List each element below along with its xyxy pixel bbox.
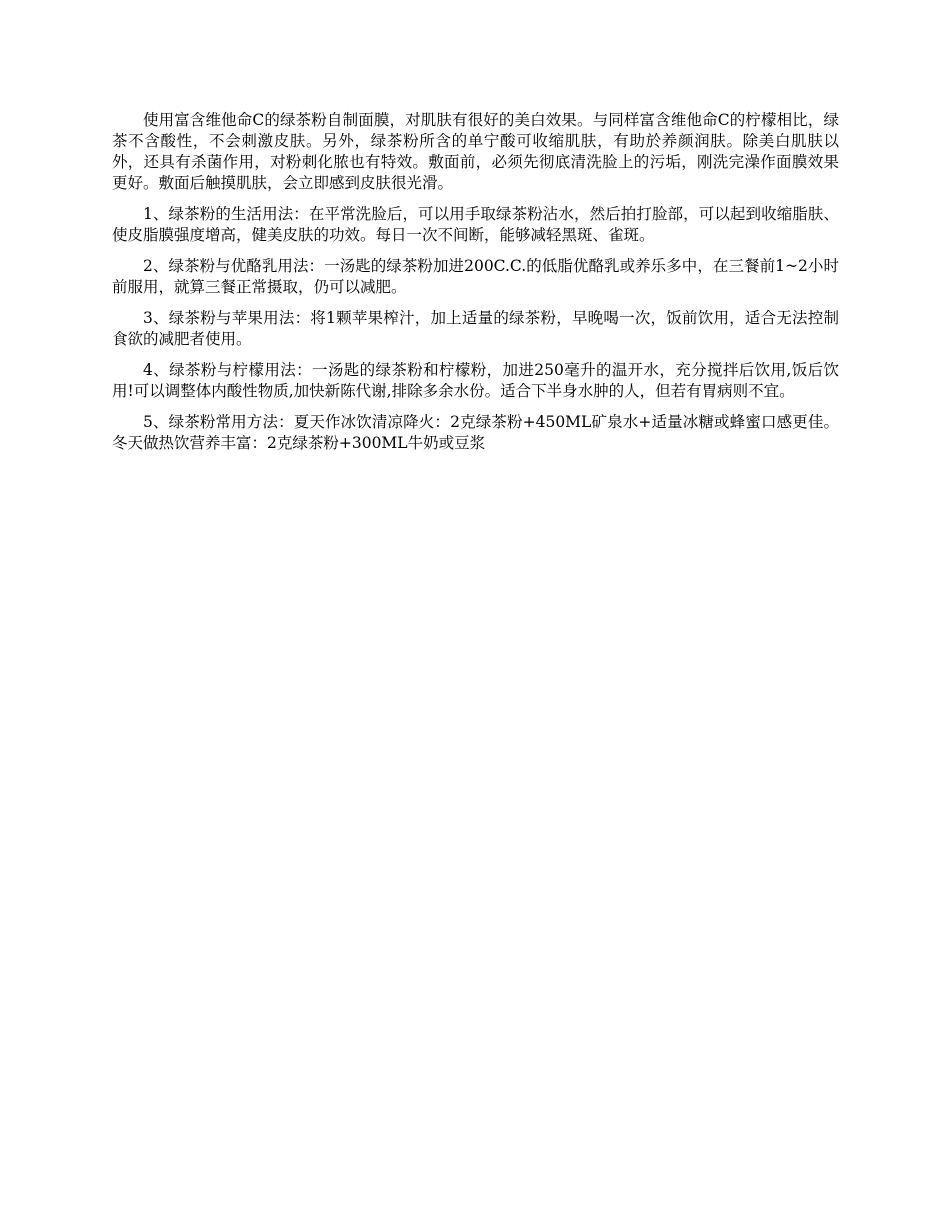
method-5-paragraph: 5、绿茶粉常用方法：夏天作冰饮清凉降火：2克绿茶粉+450ML矿泉水+适量冰糖或蜂蜜口感更佳。冬天做热饮营养丰富：2克绿茶粉+300ML牛奶或豆浆 [112, 413, 839, 452]
intro-paragraph: 使用富含维他命C的绿茶粉自制面膜，对肌肤有很好的美白效果。与同样富含维他命C的柠檬相比，绿茶不含酸性，不会刺激皮肤。另外，绿茶粉所含的单宁酸可收缩肌肤，有助於养颜润肤。除美白肌肤以外，还具有杀菌作用，对粉刺化脓也有特效。敷面前，必须先彻底清洗脸上的污垢，刚洗完澡作面膜效果更好。敷面后触摸肌肤，会立即感到皮肤很光滑。 [112, 111, 839, 192]
method-3-paragraph: 3、绿茶粉与苹果用法：将1颗苹果榨汁，加上适量的绿茶粉，早晚喝一次，饭前饮用，适合无法控制食欲的减肥者使用。 [112, 309, 839, 348]
method-1-paragraph: 1、绿茶粉的生活用法：在平常洗脸后，可以用手取绿茶粉沾水，然后拍打脸部，可以起到收缩脂肤、使皮脂膜强度增高，健美皮肤的功效。每日一次不间断，能够减轻黑斑、雀斑。 [112, 205, 839, 244]
method-2-paragraph: 2、绿茶粉与优酪乳用法：一汤匙的绿茶粉加进200C.C.的低脂优酪乳或养乐多中，在三餐前1~2小时前服用，就算三餐正常摄取，仍可以减肥。 [112, 257, 839, 296]
document-page [112, 110, 839, 464]
method-4-paragraph: 4、绿茶粉与柠檬用法：一汤匙的绿茶粉和柠檬粉，加进250毫升的温开水，充分搅拌后饮用,饭后饮用!可以调整体内酸性物质,加快新陈代谢,排除多余水份。适合下半身水肿的人，但若有胃病则不宜。 [112, 361, 839, 400]
